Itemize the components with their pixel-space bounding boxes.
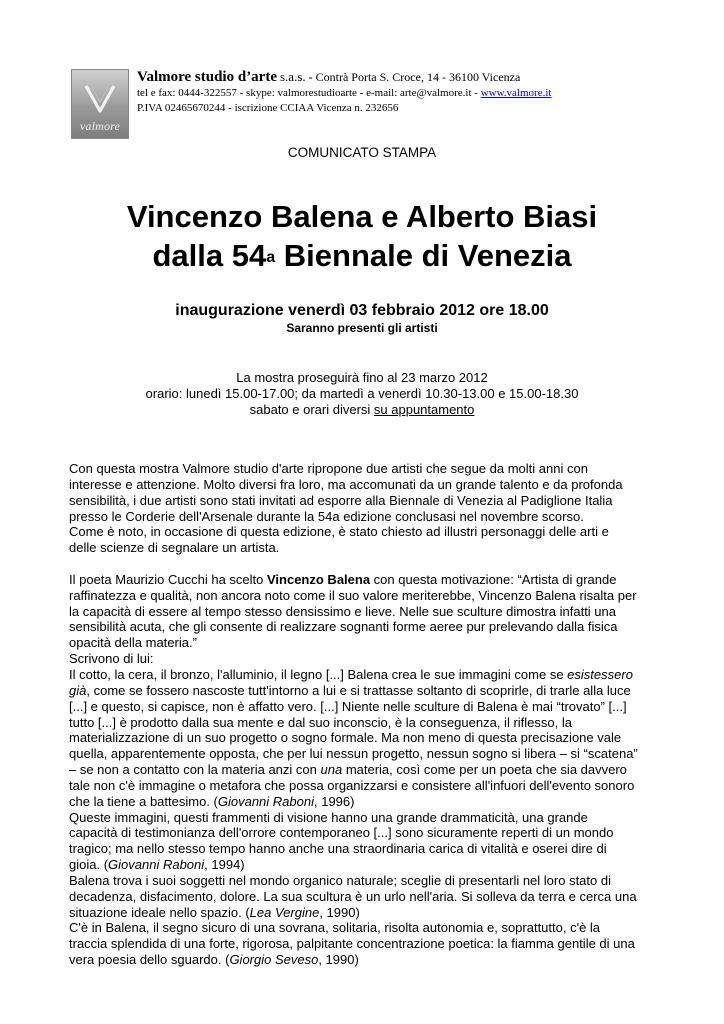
text-segment: materia, così come per un poeta che sia davvero xyxy=(342,762,627,778)
artist-name: Vincenzo Balena xyxy=(266,571,371,587)
body-line: opacità della materia.” xyxy=(69,635,197,651)
company-name: Valmore studio d’arte xyxy=(137,69,277,85)
text-segment: , come se fossero nascoste tutt'intorno a lui e si trattasse soltanto di scoprirle, di trarle alla luce xyxy=(86,682,631,698)
body-line xyxy=(69,683,669,699)
body-line: traccia splendida di una forte, rigorosa, palpitante concentrazione poetica: la fiamma gentile di una xyxy=(69,936,635,952)
saturday-hours xyxy=(0,402,724,418)
title-line-2-end: Biennale di Venezia xyxy=(275,238,572,273)
text-segment: gioia. ( xyxy=(69,857,109,873)
body-line: quella, apparentemente opposta, che per lui nessun progetto, nessun sogno si libera – si “scatena” xyxy=(69,746,638,762)
body-line: tale non c'è immagine o metafora che possa organizzarsi e consistere all'infuori dell'evento sonoro xyxy=(69,777,635,793)
appointment-link: su appuntamento xyxy=(373,402,475,417)
ordinal-superscript: a xyxy=(266,249,276,266)
body-line: tragico; ma nello stesso tempo hanno anche una straordinaria carica di vitalità e oserei dire di xyxy=(69,841,607,857)
body-line: decadenza, disfacimento, dolore. La sua scultura è un urlo nell'aria. Si solleva da terra e cerca una xyxy=(69,888,637,904)
website-link[interactable]: www.valmore.it xyxy=(480,87,552,99)
quote-author: Giovanni Raboni xyxy=(217,793,314,809)
address-separator: - xyxy=(308,70,313,84)
body-line: presso le Corderie dell'Arsenale durante la 54a edizione conclusasi nel novembre scorso. xyxy=(69,508,584,524)
body-line: interesse e attenzione. Molto diversi fra loro, ma accomunati da un grande talento e da profonda xyxy=(69,476,623,492)
body-line: sensibilità, i due artisti sono stati invitati ad esporre alla Biennale di Venezia al Padiglione Italia xyxy=(69,492,613,508)
letterhead xyxy=(137,68,697,116)
title-line-2 xyxy=(0,236,724,275)
text-segment: che la tiene a battesimo. ( xyxy=(69,793,218,809)
body-line: tutto [...] è prodotto dalla sua mente e dal suo inconscio, è la conseguenza, il riflesso, la xyxy=(69,714,572,730)
inauguration-date: inaugurazione venerdì 03 febbraio 2012 ore 18.00 xyxy=(175,302,549,319)
text-segment: , 1990) xyxy=(319,904,360,920)
body-line: Queste immagini, questi frammenti di visione hanno una grande drammaticità, una grande xyxy=(69,809,588,825)
body-line: [...] e questo, si capisce, non è affatto vero. [...] Niente nelle sculture di Balena è mai “trovato” [...] xyxy=(69,698,627,714)
contact-line xyxy=(137,86,697,101)
quote-author: Giovanni Raboni xyxy=(108,857,205,873)
artists-present-note: Saranno presenti gli artisti xyxy=(286,321,438,335)
company-logo xyxy=(71,69,129,139)
text-segment: con questa motivazione: “Artista di grande xyxy=(370,571,617,587)
italic-word: già xyxy=(69,682,87,698)
title-line-1: Vincenzo Balena e Alberto Biasi xyxy=(126,199,598,234)
body-line xyxy=(69,857,669,873)
body-line xyxy=(69,952,669,968)
saturday-hours-text: sabato e orari diversi xyxy=(249,402,374,417)
text-segment: – se non a contatto con la materia anzi con xyxy=(69,762,321,778)
body-line: C'è in Balena, il segno sicuro di una sovrana, solitaria, risolta autonomia e, soprattutto, c'è la xyxy=(69,920,601,936)
logo-text: valmore xyxy=(79,119,121,133)
text-segment: Il poeta Maurizio Cucchi ha scelto xyxy=(69,571,267,587)
body-line: Con questa mostra Valmore studio d'arte ripropone due artisti che segue da molti anni con xyxy=(69,461,588,476)
company-address: Contrà Porta S. Croce, 14 - 36100 Vicenza xyxy=(315,70,521,84)
body-line: raffinatezza e qualità, non ancora noto come il suo valore meriterebbe, Vincenzo Balena risalta per xyxy=(69,587,637,603)
text-segment: , 1996) xyxy=(313,793,355,809)
body-line xyxy=(69,667,669,683)
body-line: Scrivono di lui: xyxy=(69,651,154,667)
text-segment: situazione ideale nello spazio. ( xyxy=(69,904,250,920)
body-line xyxy=(69,762,669,778)
letterhead-title-line xyxy=(137,68,697,86)
body-line: materializzazione di un suo progetto o sogno formale. Ma non meno di questa precisazione vale xyxy=(69,730,622,746)
exhibition-end-date: La mostra proseguirà fino al 23 marzo 2012 xyxy=(236,370,488,385)
body-line: sensibilità acuta, che gli consente di realizzare sognanti forme aeree pur prelevando dalla fisica xyxy=(69,619,618,635)
body-line xyxy=(69,905,669,921)
quote-author: Giorgio Seveso xyxy=(229,952,319,968)
italic-word: una xyxy=(320,762,343,778)
page-title xyxy=(0,197,724,275)
body-line xyxy=(69,794,669,810)
quote-author: Lea Vergine xyxy=(249,904,320,920)
paragraph-gap xyxy=(69,556,669,572)
body-line: delle scienze di segnalare un artista. xyxy=(69,540,280,556)
company-type: s.a.s. xyxy=(280,69,306,84)
registration-line: P.IVA 02465670244 - iscrizione CCIAA Vicenza n. 232656 xyxy=(137,102,399,114)
opening-hours: orario: lunedì 15.00-17.00; da martedì a venerdì 10.30-13.00 e 15.00-18.30 xyxy=(145,386,579,401)
text-segment: , 1994) xyxy=(204,857,245,873)
body-text xyxy=(69,461,669,968)
valmore-v-icon xyxy=(80,84,120,114)
italic-word: esistessero xyxy=(567,666,633,682)
body-line: capacità di testimonianza dell'orrore contemporaneo [...] sono sicuramente reperti di un mondo xyxy=(69,825,614,841)
body-line: Balena trova i suoi soggetti nel mondo organico naturale; sceglie di presentarli nel loro stato di xyxy=(69,872,611,888)
exhibition-info xyxy=(0,370,724,418)
contact-details: tel e fax: 0444-322557 - skype: valmorestudioarte - e-mail: arte@valmore.it - xyxy=(137,87,478,99)
title-line-2-start: dalla 54 xyxy=(152,238,267,273)
body-line: Come è noto, in occasione di questa edizione, è stato chiesto ad illustri personaggi delle arti e xyxy=(69,524,609,540)
body-line: la capacità di essere al tempo stesso densissimo e lieve. Nelle sue sculture dimostra infatti una xyxy=(69,603,616,619)
body-line xyxy=(69,572,669,588)
text-segment: vera poesia dello sguardo. ( xyxy=(69,952,230,968)
text-segment: , 1990) xyxy=(318,952,359,968)
press-release-label: COMUNICATO STAMPA xyxy=(287,145,437,160)
text-segment: Il cotto, la cera, il bronzo, l'alluminio, il legno [...] Balena crea le sue immagini come se xyxy=(69,666,568,682)
